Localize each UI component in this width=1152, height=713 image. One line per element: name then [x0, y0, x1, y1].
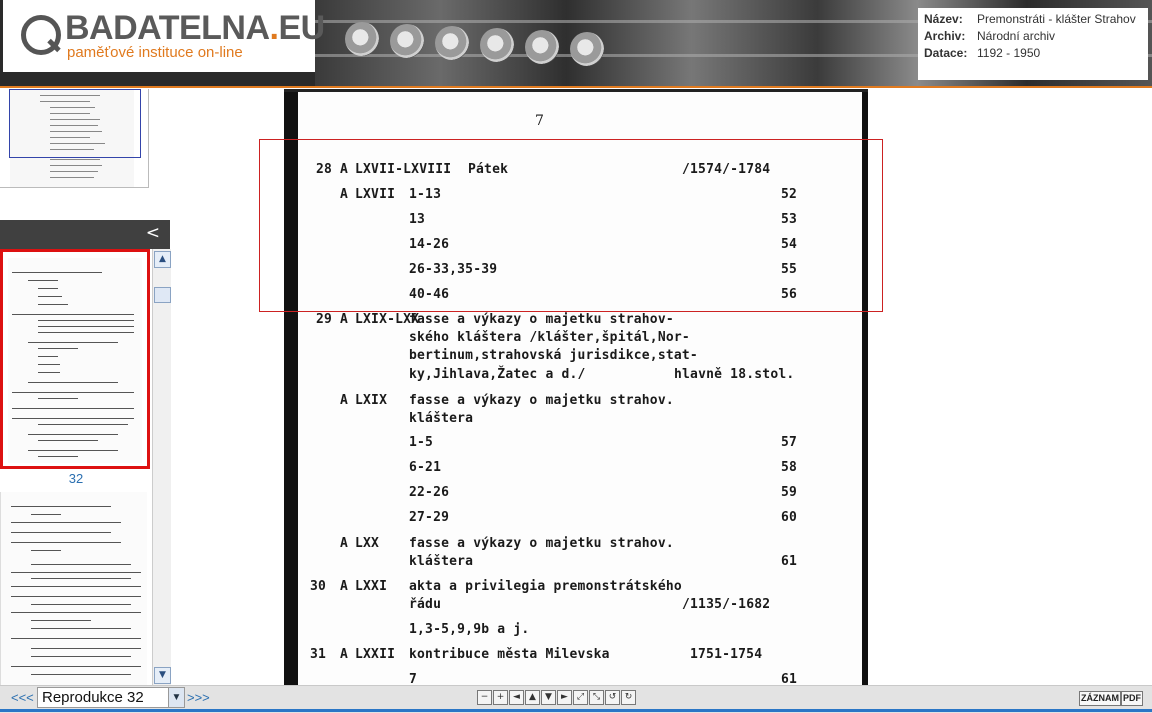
next-link[interactable]: >>> [187, 690, 210, 705]
entry-prefix: A [340, 187, 349, 202]
entry-description: 26-33,35-39 [409, 262, 498, 277]
reproduction-select[interactable] [37, 687, 185, 708]
info-row-date: Datace: 1192 - 1950 [924, 46, 1041, 60]
header-film-reel [480, 28, 514, 62]
entry-signature: LXX [355, 536, 380, 551]
entry-description: ky,Jihlava,Žatec a d./ [409, 367, 586, 382]
entry-signature: LXIX [355, 393, 388, 408]
entry-description: akta a privilegia premonstrátského [409, 579, 682, 594]
entry-description: 1,3-5,9,9b a j. [409, 622, 530, 637]
scroll-up-button[interactable]: ▲ [154, 251, 171, 268]
pan-down-icon[interactable]: ▼ [541, 690, 556, 705]
entry-prefix: A [340, 393, 349, 408]
carton-number: 57 [781, 435, 798, 450]
entry-date: /1135/-1682 [682, 597, 771, 612]
collapse-panel-button[interactable]: < [145, 223, 160, 243]
entry-description: bertinum,strahovská jurisdikce,stat- [409, 348, 698, 363]
entry-description: kláštera [409, 554, 474, 569]
carton-number: 61 [781, 554, 798, 569]
entry-description: 6-21 [409, 460, 442, 475]
scan-edge [862, 89, 868, 685]
page-overview-navigator[interactable] [0, 89, 149, 188]
logo-subtitle: paměťové instituce on-line [67, 44, 243, 61]
header-film-reel [570, 32, 604, 66]
entry-description: ského kláštera /klášter,špitál,Nor- [409, 330, 690, 345]
thumbnail[interactable] [0, 492, 147, 685]
entry-prefix: A [340, 312, 349, 327]
scan-edge [284, 89, 868, 92]
entry-number: 30 [310, 579, 327, 594]
entry-description: kontribuce města Milevska [409, 647, 610, 662]
thumbnail-label[interactable]: 32 [68, 471, 84, 486]
entry-description: 1-5 [409, 435, 434, 450]
carton-number: 61 [781, 672, 798, 685]
entry-number: 31 [310, 647, 327, 662]
carton-number: 52 [781, 187, 798, 202]
full-screen-icon[interactable]: ⤡ [589, 690, 604, 705]
thumbnail-selected[interactable] [0, 249, 150, 469]
header-film-reel [435, 26, 469, 60]
entry-description: 27-29 [409, 510, 450, 525]
entry-description: Pátek [468, 162, 509, 177]
entry-description: 13 [409, 212, 426, 227]
info-row-archive: Archiv: Národní archiv [924, 29, 1056, 43]
entry-number: 28 [316, 162, 333, 177]
carton-number: 59 [781, 485, 798, 500]
thumbnail-scrollbar[interactable] [152, 249, 171, 685]
header-film-reel [525, 30, 559, 64]
entry-description: řádu [409, 597, 442, 612]
fit-page-icon[interactable]: ⤢ [573, 690, 588, 705]
entry-signature: LXXII [355, 647, 396, 662]
thumbnail-panel-header [0, 220, 170, 249]
entry-description: 14-26 [409, 237, 450, 252]
entry-description: 7 [409, 672, 418, 685]
entry-prefix: A [340, 647, 349, 662]
overview-viewport-frame[interactable] [9, 89, 141, 158]
scroll-down-button[interactable]: ▼ [154, 667, 171, 684]
entry-prefix: A [340, 579, 349, 594]
zoom-in-icon[interactable]: + [493, 690, 508, 705]
record-info [918, 8, 1148, 80]
entry-date: hlavně 18.stol. [674, 367, 795, 382]
carton-number: 56 [781, 287, 798, 302]
scrollbar-thumb[interactable] [154, 287, 171, 303]
entry-date: 1751-1754 [690, 647, 763, 662]
entry-number: 29 [316, 312, 333, 327]
pdf-button[interactable]: PDF [1121, 691, 1143, 706]
scan-edge [284, 89, 298, 685]
page-number: 7 [535, 113, 544, 129]
record-button[interactable]: ZÁZNAM [1079, 691, 1121, 706]
carton-number: 58 [781, 460, 798, 475]
logo-title: BADATELNA.EU [65, 9, 325, 47]
entry-description: 1-13 [409, 187, 442, 202]
info-row-name: Název: Premonstráti - klášter Strahov [924, 12, 1136, 26]
header-film-reel [345, 22, 379, 56]
pan-up-icon[interactable]: ▲ [525, 690, 540, 705]
reproduction-select-value: Reprodukce 32 [42, 689, 144, 706]
entry-signature: LXIX-LXX [355, 312, 420, 327]
header [0, 0, 1152, 88]
entry-signature: LXVII [355, 187, 396, 202]
rotate-right-icon[interactable]: ↻ [621, 690, 636, 705]
entry-description: fasse a výkazy o majetku strahov. [409, 536, 674, 551]
logo[interactable] [3, 0, 325, 72]
thumbnail-list[interactable] [0, 249, 152, 685]
entry-prefix: A [340, 162, 349, 177]
header-divider [0, 86, 1152, 88]
carton-number: 60 [781, 510, 798, 525]
entry-description: fasse a výkazy o majetku strahov. [409, 393, 674, 408]
zoom-out-icon[interactable]: − [477, 690, 492, 705]
carton-number: 53 [781, 212, 798, 227]
carton-number: 55 [781, 262, 798, 277]
entry-signature: LXXI [355, 579, 388, 594]
header-film-reel [390, 24, 424, 58]
entry-signature: LXVII-LXVIII [355, 162, 452, 177]
chevron-down-icon[interactable]: ▼ [168, 688, 184, 707]
entry-prefix: A [340, 536, 349, 551]
entry-date: /1574/-1784 [682, 162, 771, 177]
document-viewer[interactable] [284, 89, 868, 685]
previous-link[interactable]: <<< [11, 690, 34, 705]
entry-description: fasse a výkazy o majetku strahov- [409, 312, 674, 327]
entry-description: 22-26 [409, 485, 450, 500]
entry-description: 40-46 [409, 287, 450, 302]
pan-left-icon[interactable]: ◄ [509, 690, 524, 705]
pan-right-icon[interactable]: ► [557, 690, 572, 705]
carton-number: 54 [781, 237, 798, 252]
viewer-tools [477, 690, 637, 705]
thumbnail-page-image [8, 258, 142, 463]
rotate-left-icon[interactable]: ↺ [605, 690, 620, 705]
entry-description: kláštera [409, 411, 474, 426]
